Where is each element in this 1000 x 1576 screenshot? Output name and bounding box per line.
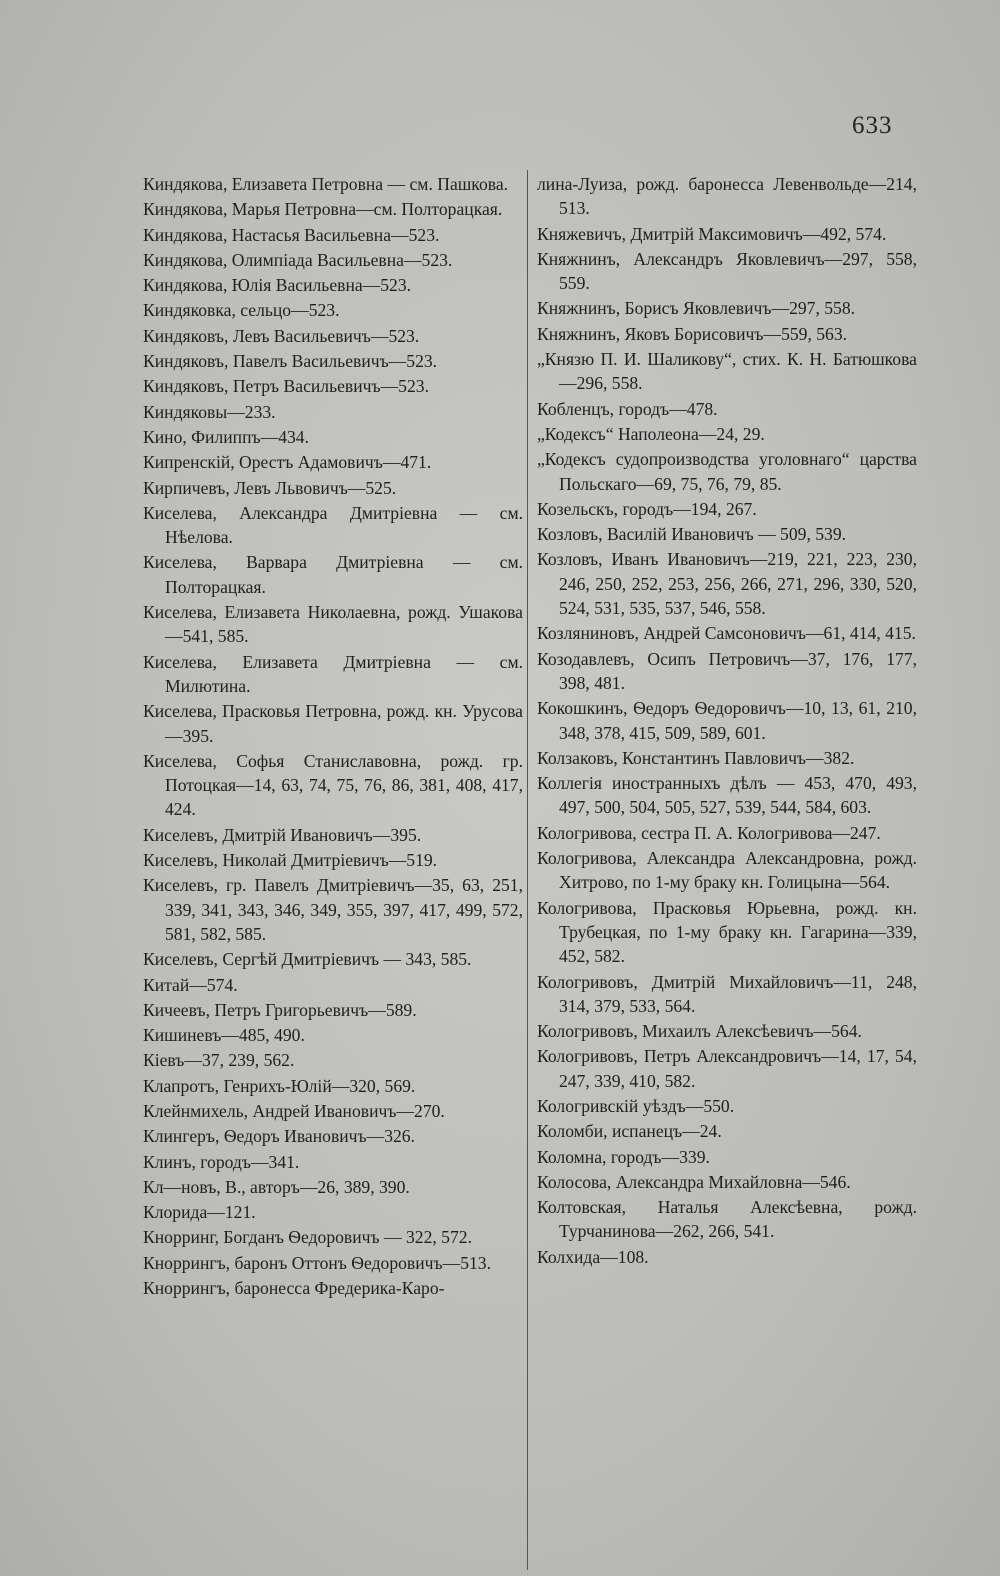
index-entry: Киселевъ, Сергѣй Дмитріевичъ — 343, 585. bbox=[143, 949, 472, 970]
index-entry: Колхида—108. bbox=[537, 1246, 649, 1267]
index-entry: Кологривовъ, Петръ Александровичъ—14, 17, 54, 247, 339, 410, 582. bbox=[537, 1046, 917, 1091]
index-entry: Кишиневъ—485, 490. bbox=[143, 1025, 305, 1046]
index-entry: Клингеръ, Ѳедоръ Ивановичъ—326. bbox=[143, 1126, 416, 1147]
index-entry: Кино, Филиппъ—434. bbox=[143, 426, 309, 447]
index-entry: Кологривова, сестра П. А. Кологривова—247. bbox=[537, 822, 881, 843]
index-entry: Кологривскій уѣздъ—550. bbox=[537, 1095, 735, 1116]
index-entry: Киндяковъ, Петръ Васильевичъ—523. bbox=[143, 376, 429, 397]
index-entry: Кл—новъ, В., авторъ—26, 389, 390. bbox=[143, 1176, 410, 1197]
index-entry: Кнорринг, Богданъ Ѳедоровичъ — 322, 572. bbox=[143, 1227, 472, 1248]
index-entry: Киндяковка, сельцо—523. bbox=[143, 300, 340, 321]
index-entry: Киндяковъ, Левъ Васильевичъ—523. bbox=[143, 325, 420, 346]
index-entry: „Кодексъ судопроизводства уголовнаго“ царства Польскаго—69, 75, 76, 79, 85. bbox=[537, 449, 917, 494]
index-entry: Киндякова, Олимпіада Васильевна—523. bbox=[143, 249, 453, 270]
index-entry: Кипренскій, Орестъ Адамовичъ—471. bbox=[143, 452, 432, 473]
index-entry: Киселева, Прасковья Петровна, рожд. кн. Урусова—395. bbox=[143, 701, 523, 746]
page-number: 633 bbox=[852, 112, 893, 139]
index-entry: Козляниновъ, Андрей Самсоновичъ—61, 414, 415. bbox=[537, 623, 916, 644]
index-entry: Киндякова, Елизавета Петровна — см. Пашкова. bbox=[143, 174, 509, 194]
index-entry: Княжнинъ, Яковъ Борисовичъ—559, 563. bbox=[537, 323, 848, 344]
index-entry: Киселевъ, Николай Дмитріевичъ—519. bbox=[143, 850, 438, 871]
index-entry: лина-Луиза, рожд. баронесса Левенвольде—214, 513. bbox=[537, 174, 917, 219]
index-entry: Киселева, Софья Станиславовна, рожд. гр. Потоцкая—14, 63, 74, 75, 76, 86, 381, 408, 417, 424. bbox=[143, 750, 523, 820]
index-entry: Коломби, испанецъ—24. bbox=[537, 1121, 722, 1142]
index-entry: Клапротъ, Генрихъ-Юлій—320, 569. bbox=[143, 1075, 416, 1096]
index-entry: Кіевъ—37, 239, 562. bbox=[143, 1050, 295, 1071]
index-entry: Кокошкинъ, Ѳедоръ Ѳедоровичъ—10, 13, 61, 210, 348, 378, 415, 509, 589, 601. bbox=[537, 698, 917, 743]
index-entry: „Князю П. И. Шаликову“, стих. К. Н. Батюшкова—296, 558. bbox=[537, 349, 917, 394]
index-entry: Кирпичевъ, Левъ Львовичъ—525. bbox=[143, 477, 397, 498]
index-entry: Коломна, городъ—339. bbox=[537, 1146, 710, 1167]
index-entry: „Кодексъ“ Наполеона—24, 29. bbox=[537, 423, 765, 444]
index-entry: Киселевъ, Дмитрій Ивановичъ—395. bbox=[143, 824, 422, 845]
index-entry: Киселева, Елизавета Дмитріевна — см. Милютина. bbox=[143, 651, 523, 696]
index-entry: Козодавлевъ, Осипъ Петровичъ—37, 176, 177, 398, 481. bbox=[537, 648, 917, 693]
index-entry: Клейнмихель, Андрей Ивановичъ—270. bbox=[143, 1100, 445, 1121]
index-entry: Кологривовъ, Михаилъ Алексѣевичъ—564. bbox=[537, 1021, 862, 1042]
index-entry: Киндякова, Юлія Васильевна—523. bbox=[143, 275, 412, 296]
index-entry: Киндякова, Настасья Васильевна—523. bbox=[143, 224, 440, 245]
index-entry: Кологривова, Прасковья Юрьевна, рожд. кн. Трубецкая, по 1-му браку кн. Гагарина—339, 452, 582. bbox=[537, 897, 917, 967]
index-entry: Киндякова, Марья Петровна—см. Полторацкая. bbox=[143, 199, 503, 220]
index-entry: Кологривова, Александра Александровна, рожд. Хитрово, по 1-му браку кн. Голицына—564. bbox=[537, 848, 917, 893]
index-entry: Киндяковы—233. bbox=[143, 401, 276, 422]
index-entry: Кноррингъ, баронъ Оттонъ Ѳедоровичъ—513. bbox=[143, 1252, 491, 1273]
index-entry: Киндяковъ, Павелъ Васильевичъ—523. bbox=[143, 351, 438, 372]
index-entry: Киселева, Елизавета Николаевна, рожд. Ушакова—541, 585. bbox=[143, 602, 523, 647]
index-entry: Кобленцъ, городъ—478. bbox=[537, 398, 718, 419]
index-entry: Киселевъ, гр. Павелъ Дмитріевичъ—35, 63, 251, 339, 341, 343, 346, 349, 355, 397, 417, 499, 572, 581, 582, 585. bbox=[143, 875, 523, 944]
index-entry: Кологривовъ, Дмитрій Михайловичъ—11, 248, 314, 379, 533, 564. bbox=[537, 971, 917, 1016]
index-entry: Клорида—121. bbox=[143, 1202, 256, 1223]
index-entry: Кичеевъ, Петръ Григорьевичъ—589. bbox=[143, 999, 417, 1020]
index-entry: Козловъ, Василій Ивановичъ — 509, 539. bbox=[537, 524, 847, 545]
index-entry: Кноррингъ, баронесса Фредерика-Каро- bbox=[143, 1278, 445, 1299]
index-entry: Княжнинъ, Александръ Яковлевичъ—297, 558, 559. bbox=[537, 248, 917, 294]
index-column-right bbox=[537, 172, 917, 1270]
index-entry: Козельскъ, городъ—194, 267. bbox=[537, 498, 757, 519]
column-divider bbox=[527, 170, 528, 1570]
index-entry: Колзаковъ, Константинъ Павловичъ—382. bbox=[537, 747, 855, 768]
index-entry: Киселева, Варвара Дмитріевна — см. Полторацкая. bbox=[143, 552, 523, 597]
index-entry: Княжевичъ, Дмитрій Максимовичъ—492, 574. bbox=[537, 223, 887, 244]
index-entry: Колтовская, Наталья Алексѣевна, рожд. Турчанинова—262, 266, 541. bbox=[537, 1197, 917, 1242]
index-entry: Княжнинъ, Борисъ Яковлевичъ—297, 558. bbox=[537, 298, 856, 319]
index-entry: Клинъ, городъ—341. bbox=[143, 1151, 300, 1172]
index-entry: Китай—574. bbox=[143, 974, 238, 995]
index-entry: Коллегія иностранныхъ дѣлъ — 453, 470, 493, 497, 500, 504, 505, 527, 539, 544, 584, 603. bbox=[537, 773, 917, 818]
index-entry: Колосова, Александра Михайловна—546. bbox=[537, 1171, 851, 1192]
index-entry: Киселева, Александра Дмитріевна — см. Нѣелова. bbox=[143, 502, 523, 548]
index-entry: Козловъ, Иванъ Ивановичъ—219, 221, 223, 230, 246, 250, 252, 253, 256, 266, 271, 296, 330, 520, 524, 531, 535, 537, 546, 558. bbox=[537, 549, 917, 619]
index-column-left bbox=[143, 172, 523, 1301]
